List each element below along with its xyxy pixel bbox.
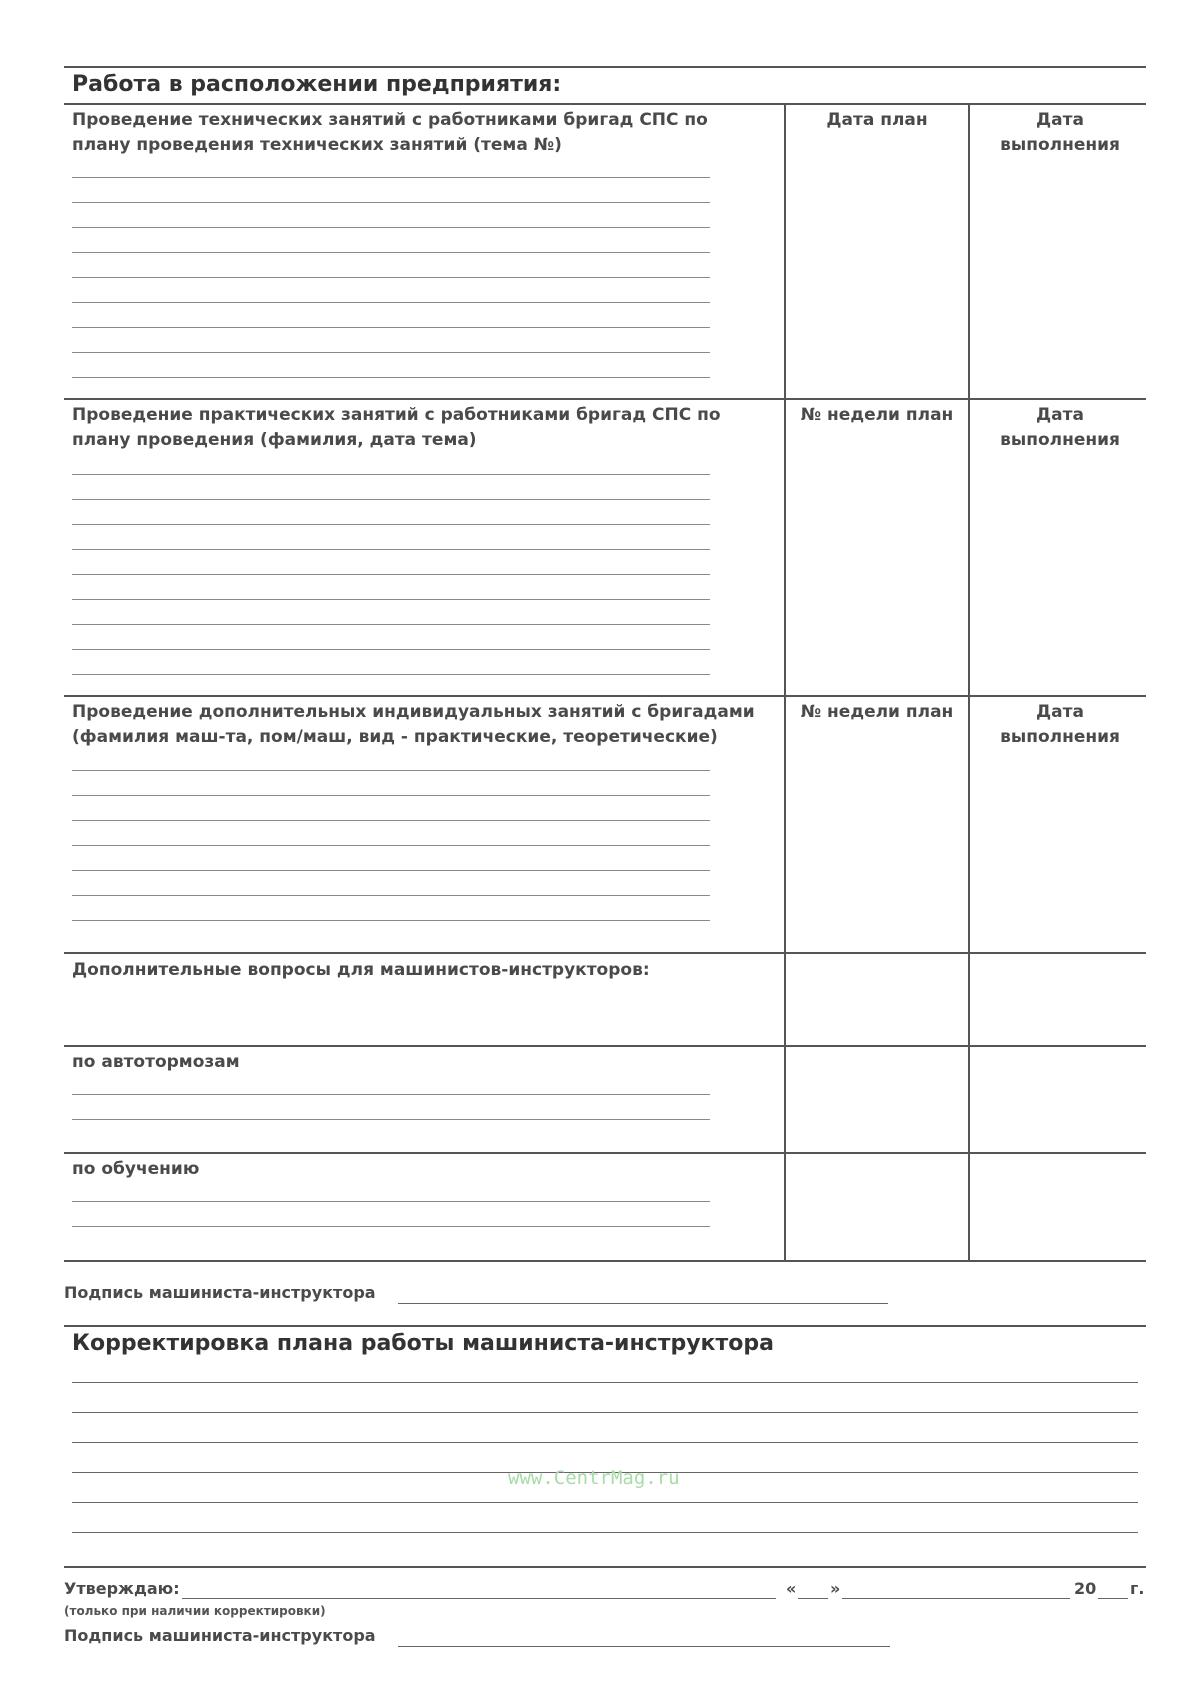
row-divider (64, 1152, 1146, 1154)
write-line (72, 377, 710, 378)
section-individual-label: Проведение дополнительных индивидуальных занятий с бригадами (фамилия маш-та, пом/маш, вид - практические, теоретические) (72, 702, 755, 747)
write-line (72, 674, 710, 675)
approve-date-close: » (830, 1579, 841, 1598)
correction-line (72, 1532, 1138, 1533)
correction-top-rule (64, 1325, 1146, 1327)
row-divider (64, 1045, 1146, 1047)
approve-year-line (1098, 1598, 1128, 1599)
write-line (72, 177, 710, 178)
signature-instructor-2-label: Подпись машиниста-инструктора (64, 1626, 376, 1645)
write-line (72, 277, 710, 278)
section-additional-questions-label: Дополнительные вопросы для машинистов-инструкторов: (72, 960, 650, 980)
row-divider (64, 398, 1146, 400)
correction-line (72, 1442, 1138, 1443)
write-line (72, 227, 710, 228)
section-autobrakes-label: по автотормозам (72, 1052, 240, 1072)
column-divider-2 (968, 103, 970, 1261)
section-technical-col2: Дата план (826, 110, 928, 130)
table-top-border (64, 103, 1146, 105)
approve-label: Утверждаю: (64, 1579, 180, 1598)
write-line (72, 574, 710, 575)
section-practical-col3: Дата выполнения (1000, 405, 1120, 450)
section-individual-col2: № недели план (800, 702, 954, 722)
approval-top-rule (64, 1566, 1146, 1568)
approve-year-suffix: г. (1130, 1579, 1145, 1598)
signature-instructor-label: Подпись машиниста-инструктора (64, 1283, 376, 1302)
write-line (72, 302, 710, 303)
watermark-text: www.CentrMag.ru (508, 1467, 680, 1489)
correction-title: Корректировка плана работы машиниста-инструктора (72, 1331, 774, 1356)
signature-instructor-line (398, 1303, 888, 1304)
write-line (72, 352, 710, 353)
write-line (72, 202, 710, 203)
write-line (72, 499, 710, 500)
write-line (72, 770, 710, 771)
signature-instructor-2-line (398, 1646, 890, 1647)
write-line (72, 1119, 710, 1120)
write-line (72, 524, 710, 525)
write-line (72, 624, 710, 625)
write-line (72, 845, 710, 846)
page-title: Работа в расположении предприятия: (72, 72, 562, 97)
correction-line (72, 1382, 1138, 1383)
write-line (72, 820, 710, 821)
approve-date-open: « (786, 1579, 797, 1598)
approve-signature-line (182, 1598, 776, 1599)
write-line (72, 1094, 710, 1095)
write-line (72, 252, 710, 253)
write-line (72, 920, 710, 921)
section-practical-col2: № недели план (800, 405, 954, 425)
write-line (72, 599, 710, 600)
column-divider-1 (784, 103, 786, 1261)
write-line (72, 1226, 710, 1227)
correction-line (72, 1412, 1138, 1413)
section-technical-label: Проведение технических занятий с работниками бригад СПС по плану проведения технических занятий (тема №) (72, 110, 708, 155)
write-line (72, 895, 710, 896)
section-training-label: по обучению (72, 1159, 200, 1179)
write-line (72, 1201, 710, 1202)
approve-note: (только при наличии корректировки) (64, 1604, 326, 1618)
row-divider (64, 695, 1146, 697)
approve-month-line (842, 1598, 1070, 1599)
section-practical-label: Проведение практических занятий с работниками бригад СПС по плану проведения (фамилия, дата тема) (72, 405, 721, 450)
write-line (72, 870, 710, 871)
table-bottom-border (64, 1260, 1146, 1262)
section-technical-col3: Дата выполнения (1000, 110, 1120, 155)
write-line (72, 795, 710, 796)
correction-line (72, 1502, 1138, 1503)
top-rule (64, 66, 1146, 68)
approve-year-prefix: 20 (1074, 1579, 1097, 1598)
approve-day-line (798, 1598, 828, 1599)
row-divider (64, 952, 1146, 954)
section-individual-col3: Дата выполнения (1000, 702, 1120, 747)
write-line (72, 474, 710, 475)
write-line (72, 327, 710, 328)
write-line (72, 649, 710, 650)
write-line (72, 549, 710, 550)
